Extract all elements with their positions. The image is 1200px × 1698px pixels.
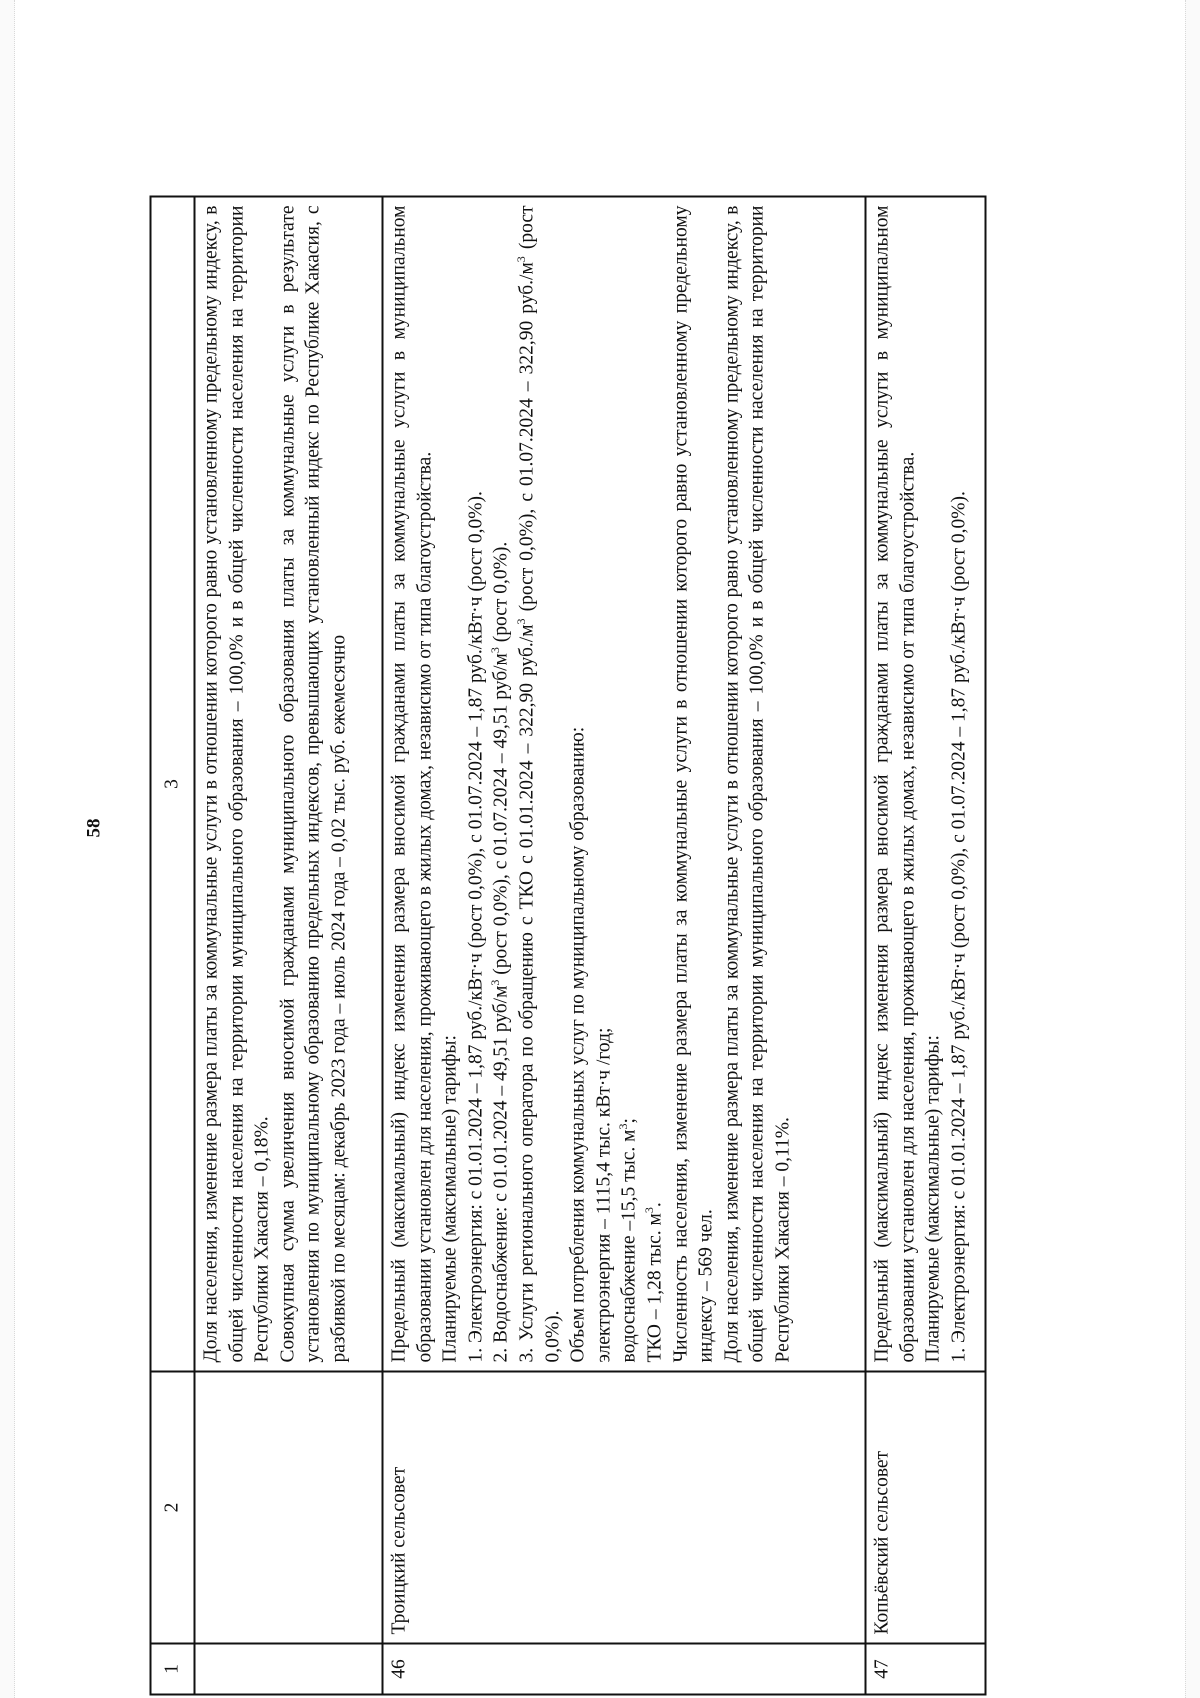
row-number: 46 [383, 1644, 866, 1695]
municipality-name [195, 1372, 383, 1644]
cubic-superscript: 3 [616, 1123, 631, 1130]
cubic-superscript: 3 [488, 979, 503, 986]
municipality-name: Копьёвский сельсовет [866, 1372, 986, 1644]
page-number: 58 [83, 818, 105, 838]
row-description [383, 197, 866, 1372]
cubic-superscript: 3 [513, 618, 528, 625]
cubic-superscript: 3 [641, 1207, 656, 1214]
paragraph: Планируемые (максимальные) тарифы: [439, 1035, 461, 1363]
paragraph: водоснабжение –15,5 тыс. $м^3$; [616, 1118, 640, 1363]
paragraph: Предельный (максимальный) индекс изменения размера вносимой гражданами платы за коммунальные услуги в муниципальном образовании установлен для населения, проживающего в жилых домах, независимо от типа благоустройства. [388, 205, 436, 1363]
paragraph: 1. Электроэнергия: с 01.01.2024 – 1,87 руб./кВт·ч (рост 0,0%), с 01.07.2024 – 1,87 руб./кВт·ч (рост 0,0%). [948, 491, 970, 1363]
paragraph: Совокупная сумма увеличения вносимой гражданами муниципального образования платы за коммунальные услуги в результате установления по муниципальному образованию предельных индексов, превышающих установленный индекс по Республике Хакасия, с разбивкой по месяцам: декабрь 2023 года – июль 2024 года – 0,02 тыс. руб. ежемесячно [277, 205, 350, 1363]
paragraph: 1. Электроэнергия: с 01.01.2024 – 1,87 руб./кВт·ч (рост 0,0%), с 01.07.2024 – 1,87 руб./кВт·ч (рост 0,0%). [465, 491, 487, 1363]
paragraph: Предельный (максимальный) индекс изменения размера вносимой гражданами платы за коммунальные услуги в муниципальном образовании установлен для населения, проживающего в жилых домах, независимо от типа благоустройства. [871, 205, 919, 1363]
row-number: 47 [866, 1644, 986, 1695]
paragraph: Доля населения, изменение размера платы за коммунальные услуги в отношении которого равно установленному предельному индексу, в общей численности населения на территории муниципального образования – 100,0% и в общей численности населения на территории Республики Хакасия – 0,11%. [721, 205, 794, 1363]
paragraph: Численность населения, изменение размера платы за коммунальные услуги в отношении которого равно установленному предельному индексу – 569 чел. [670, 205, 717, 1363]
paragraph: 3. Услуги регионального оператора по обращению с ТКО с 01.01.2024 – 322,90 $руб./м^3$ (рост 0,0%), с 01.07.2024 – 322,90 $руб./м^3$ (рост 0,0%). [513, 205, 564, 1363]
scan-edge-right [1185, 0, 1200, 1698]
column-header-2: 2 [151, 1372, 195, 1644]
row-description [866, 197, 986, 1372]
paragraph: электроэнергия – 1115,4 тыс. кВт·ч /год; [593, 1027, 615, 1363]
paragraph: Объем потребления коммунальных услуг по муниципальному образованию: [567, 726, 589, 1363]
table-row-47 [866, 197, 986, 1695]
cubic-superscript: 3 [488, 647, 503, 654]
rotated-table-wrapper [150, 198, 983, 1696]
table-row-continuation [195, 197, 383, 1695]
paragraph: Планируемые (максимальные) тарифы: [922, 1035, 944, 1363]
paragraph: ТКО – 1,28 тыс. $м^3$. [641, 1202, 666, 1363]
paragraph: 2. Водоснабжение: с 01.01.2024 – 49,51 руб/$м^3$ (рост 0,0%), с 01.07.2024 – 49,51 руб/$м^3$ (рост 0,0%). [488, 541, 512, 1363]
scan-edge-left [0, 0, 15, 1698]
column-header-1: 1 [151, 1644, 195, 1695]
column-header-3: 3 [151, 197, 195, 1372]
row-description [195, 197, 383, 1372]
table-row-46 [383, 197, 866, 1695]
row-number [195, 1644, 383, 1695]
tariff-table [150, 196, 987, 1696]
municipality-name: Троицкий сельсовет [383, 1372, 866, 1644]
cubic-superscript: 3 [513, 256, 528, 263]
table-header-row [151, 197, 195, 1695]
paragraph: Доля населения, изменение размера платы за коммунальные услуги в отношении которого равно установленному предельному индексу, в общей численности населения на территории муниципального образования – 100,0% и в общей численности населения на территории Республики Хакасия – 0,18%. [200, 205, 273, 1363]
